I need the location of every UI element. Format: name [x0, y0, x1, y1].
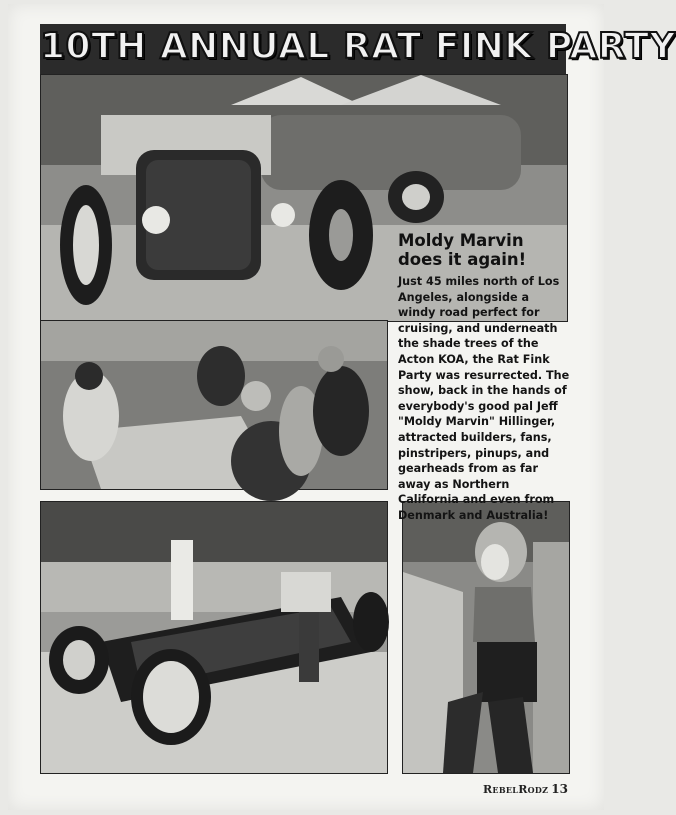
photo-crowd-at-table — [40, 320, 388, 490]
photo-pinup-model — [402, 501, 570, 774]
article-headline-banner — [40, 24, 676, 74]
page-number: 13 — [551, 782, 568, 796]
article-subhead: Moldy Marvin does it again! — [398, 231, 527, 269]
page-footer — [483, 782, 568, 796]
article-body: Just 45 miles north of Los Angeles, alongside a windy road perfect for cruising, and underneath the shade trees of the Acton KOA, the Rat Fink Party was resurrected. The show, back in the hands of everybody's good pal Jeff "Moldy Marvin" Hillinger, attracted builders, fans, pinstripers, pinups, and gearheads from as far away as Northern California and even from Denmark and Australia! — [398, 275, 570, 522]
article-headline: 10TH ANNUAL RAT FINK PARTY — [40, 26, 676, 67]
photo-pinstriped-rat-rod — [40, 501, 388, 774]
publication-name: RebelRodz — [482, 783, 549, 796]
